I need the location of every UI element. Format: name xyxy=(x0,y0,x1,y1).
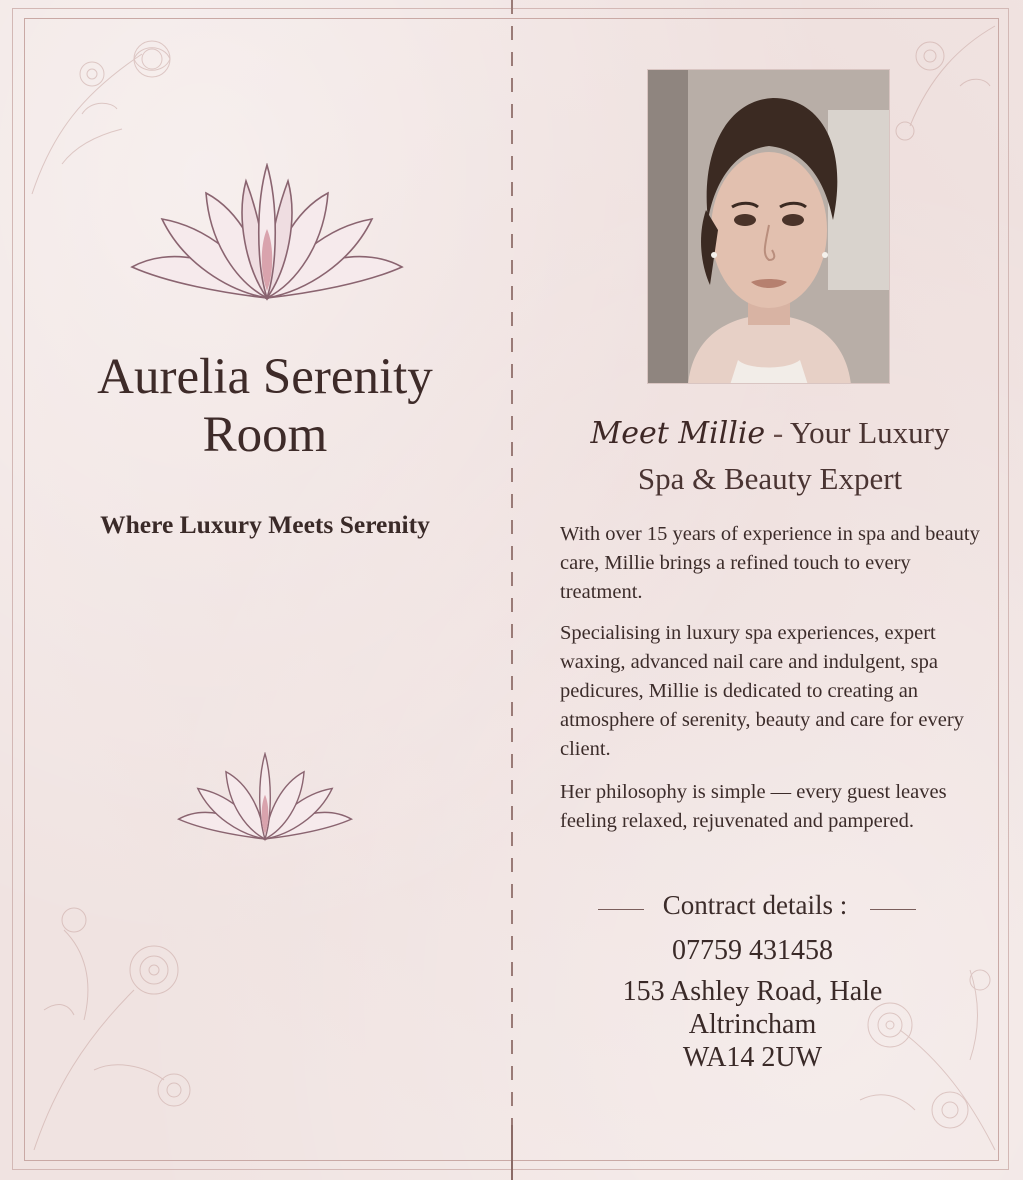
bio-paragraph-3: Her philosophy is simple — every guest leaves feeling relaxed, rejuvenated and pampered. xyxy=(560,781,947,832)
heading-script: Meet Millie xyxy=(590,416,766,451)
contact-address-line2: Altrincham xyxy=(688,1009,817,1040)
profile-photo xyxy=(647,69,890,384)
heading-dash: - xyxy=(765,415,790,450)
contact-phone[interactable]: 07759 431458 xyxy=(672,935,833,966)
bio-paragraph-1: With over 15 years of experience in spa and beauty care, Millie brings a refined touch to every treatment. xyxy=(560,523,980,603)
lotus-icon-small xyxy=(176,752,354,844)
brand-name xyxy=(40,348,490,464)
contact-rule-right xyxy=(870,909,916,910)
fold-line xyxy=(511,0,513,1180)
fold-line-bottom xyxy=(511,1125,513,1180)
lotus-icon xyxy=(128,163,406,305)
profile-heading-line1 xyxy=(520,410,1020,456)
brand-name-line2: Room xyxy=(202,407,328,463)
profile-heading xyxy=(520,410,1020,501)
contact-address-line1: 153 Ashley Road, Hale xyxy=(622,976,883,1007)
contact-postcode: WA14 2UW xyxy=(682,1042,823,1073)
brand-name-line1: Aurelia Serenity xyxy=(97,349,433,405)
heading-rest: Your Luxury xyxy=(789,415,950,450)
tagline: Where Luxury Meets Serenity xyxy=(100,510,430,539)
bio-paragraph-2: Specialising in luxury spa experiences, expert waxing, advanced nail care and indulgent, spa pedicures, Millie is dedicated to creating an atmosphere of serenity, beauty and care for every client. xyxy=(560,622,964,760)
profile-heading-line2: Spa & Beauty Expert xyxy=(637,461,903,496)
contact-title: Contract details : xyxy=(662,890,848,920)
portrait-illustration xyxy=(648,70,890,384)
